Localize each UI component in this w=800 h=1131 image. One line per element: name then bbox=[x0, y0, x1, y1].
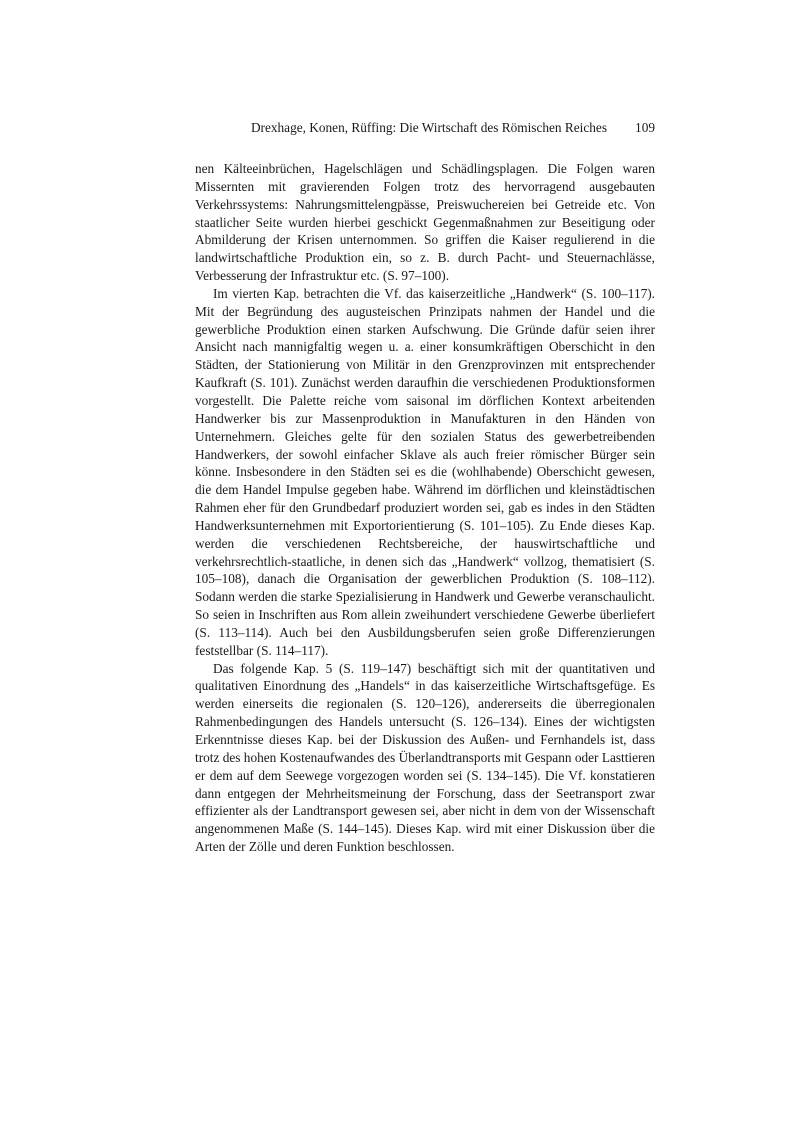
paragraph-handwerk: Im vierten Kap. betrachten die Vf. das kaiserzeitliche „Handwerk“ (S. 100–117). Mit der Begründung des augusteischen Prinzipats nahmen der Handel und die gewerbliche Produktion einen starken Aufschwung. Die Gründe dafür seien ihrer Ansicht nach mannigfaltig wegen u. a. einer konsumkräftigen Oberschicht in den Städten, der Stationierung von Militär in den Grenzprovinzen mit entsprechender Kaufkraft (S. 101). Zunächst werden daraufhin die verschiedenen Produktionsformen vorgestellt. Die Palette reiche vom saisonal im dörflichen Kontext arbeitenden Handwerker bis zur Massenproduktion in Manufakturen in den Händen von Unternehmern. Gleiches gelte für den sozialen Status des gewerbetreibenden Handwerkers, der sowohl einfacher Sklave als auch freier römischer Bürger sein könne. Insbesondere in den Städten sei es die (wohlhabende) Oberschicht gewesen, die dem Handel Impulse gegeben habe. Während im dörflichen und kleinstädtischen Rahmen eher für den Grundbedarf produziert worden sei, gab es indes in den Städten Handwerksunternehmen mit Exportorientierung (S. 101–105). Zu Ende dieses Kap. werden die verschiedenen Rechtsbereiche, der hauswirtschaftliche und verkehrsrechtlich-staatliche, in denen sich das „Handwerk“ vollzog, thematisiert (S. 105–108), danach die Organisation der gewerblichen Produktion (S. 108–112). Sodann werden die starke Spezialisierung in Handwerk und Gewerbe veranschaulicht. So seien in Inschriften aus Rom allein zweihundert verschiedene Gewerbe überliefert (S. 113–114). Auch bei den Ausbildungsberufen seien große Differenzierungen feststellbar (S. 114–117). bbox=[195, 285, 655, 658]
running-head bbox=[195, 119, 655, 137]
page-number: 109 bbox=[635, 120, 655, 135]
body-text bbox=[195, 160, 655, 856]
paragraph-continued: nen Kälteeinbrüchen, Hagelschlägen und Schädlingsplagen. Die Folgen waren Missernten mit gravierenden Folgen trotz des hervorragend ausgebauten Verkehrssystems: Nahrungsmittelengpässe, Preiswuchereien bei Getreide etc. Von staatlicher Seite wurden hierbei geschickt Gegenmaßnahmen zur Beseitigung oder Abmilderung der Krisen unternommen. So griffen die Kaiser regulierend in die landwirtschaftliche Produktion ein, so z. B. durch Pacht- und Steuernachlässe, Verbesserung der Infrastruktur etc. (S. 97–100). bbox=[195, 161, 655, 284]
running-title: Drexhage, Konen, Rüffing: Die Wirtschaft des Römischen Reiches bbox=[250, 120, 607, 135]
paragraph-handel: Das folgende Kap. 5 (S. 119–147) beschäftigt sich mit der quantitativen und qualitativen Einordnung des „Handels“ in das kaiserzeitliche Wirtschaftsgefüge. Es werden einerseits die regionalen (S. 120–126), andererseits die überregionalen Rahmenbedingungen des Handels untersucht (S. 126–134). Eines der wichtigsten Erkenntnisse dieses Kap. bei der Diskussion des Außen- und Fernhandels ist, dass trotz des hohen Kostenaufwandes des Überlandtransports mit Gespann oder Lasttieren er dem auf dem Seewege vorgezogen worden sei (S. 134–145). Die Vf. konstatieren dann entgegen der Mehrheitsmeinung der Forschung, dass der Seetransport zwar effizienter als der Landtransport gewesen sei, aber nicht in dem von der Wissenschaft angenommenen Maße (S. 144–145). Dieses Kap. wird mit einer Diskussion über die Arten der Zölle und deren Funktion beschlossen. bbox=[195, 660, 655, 855]
